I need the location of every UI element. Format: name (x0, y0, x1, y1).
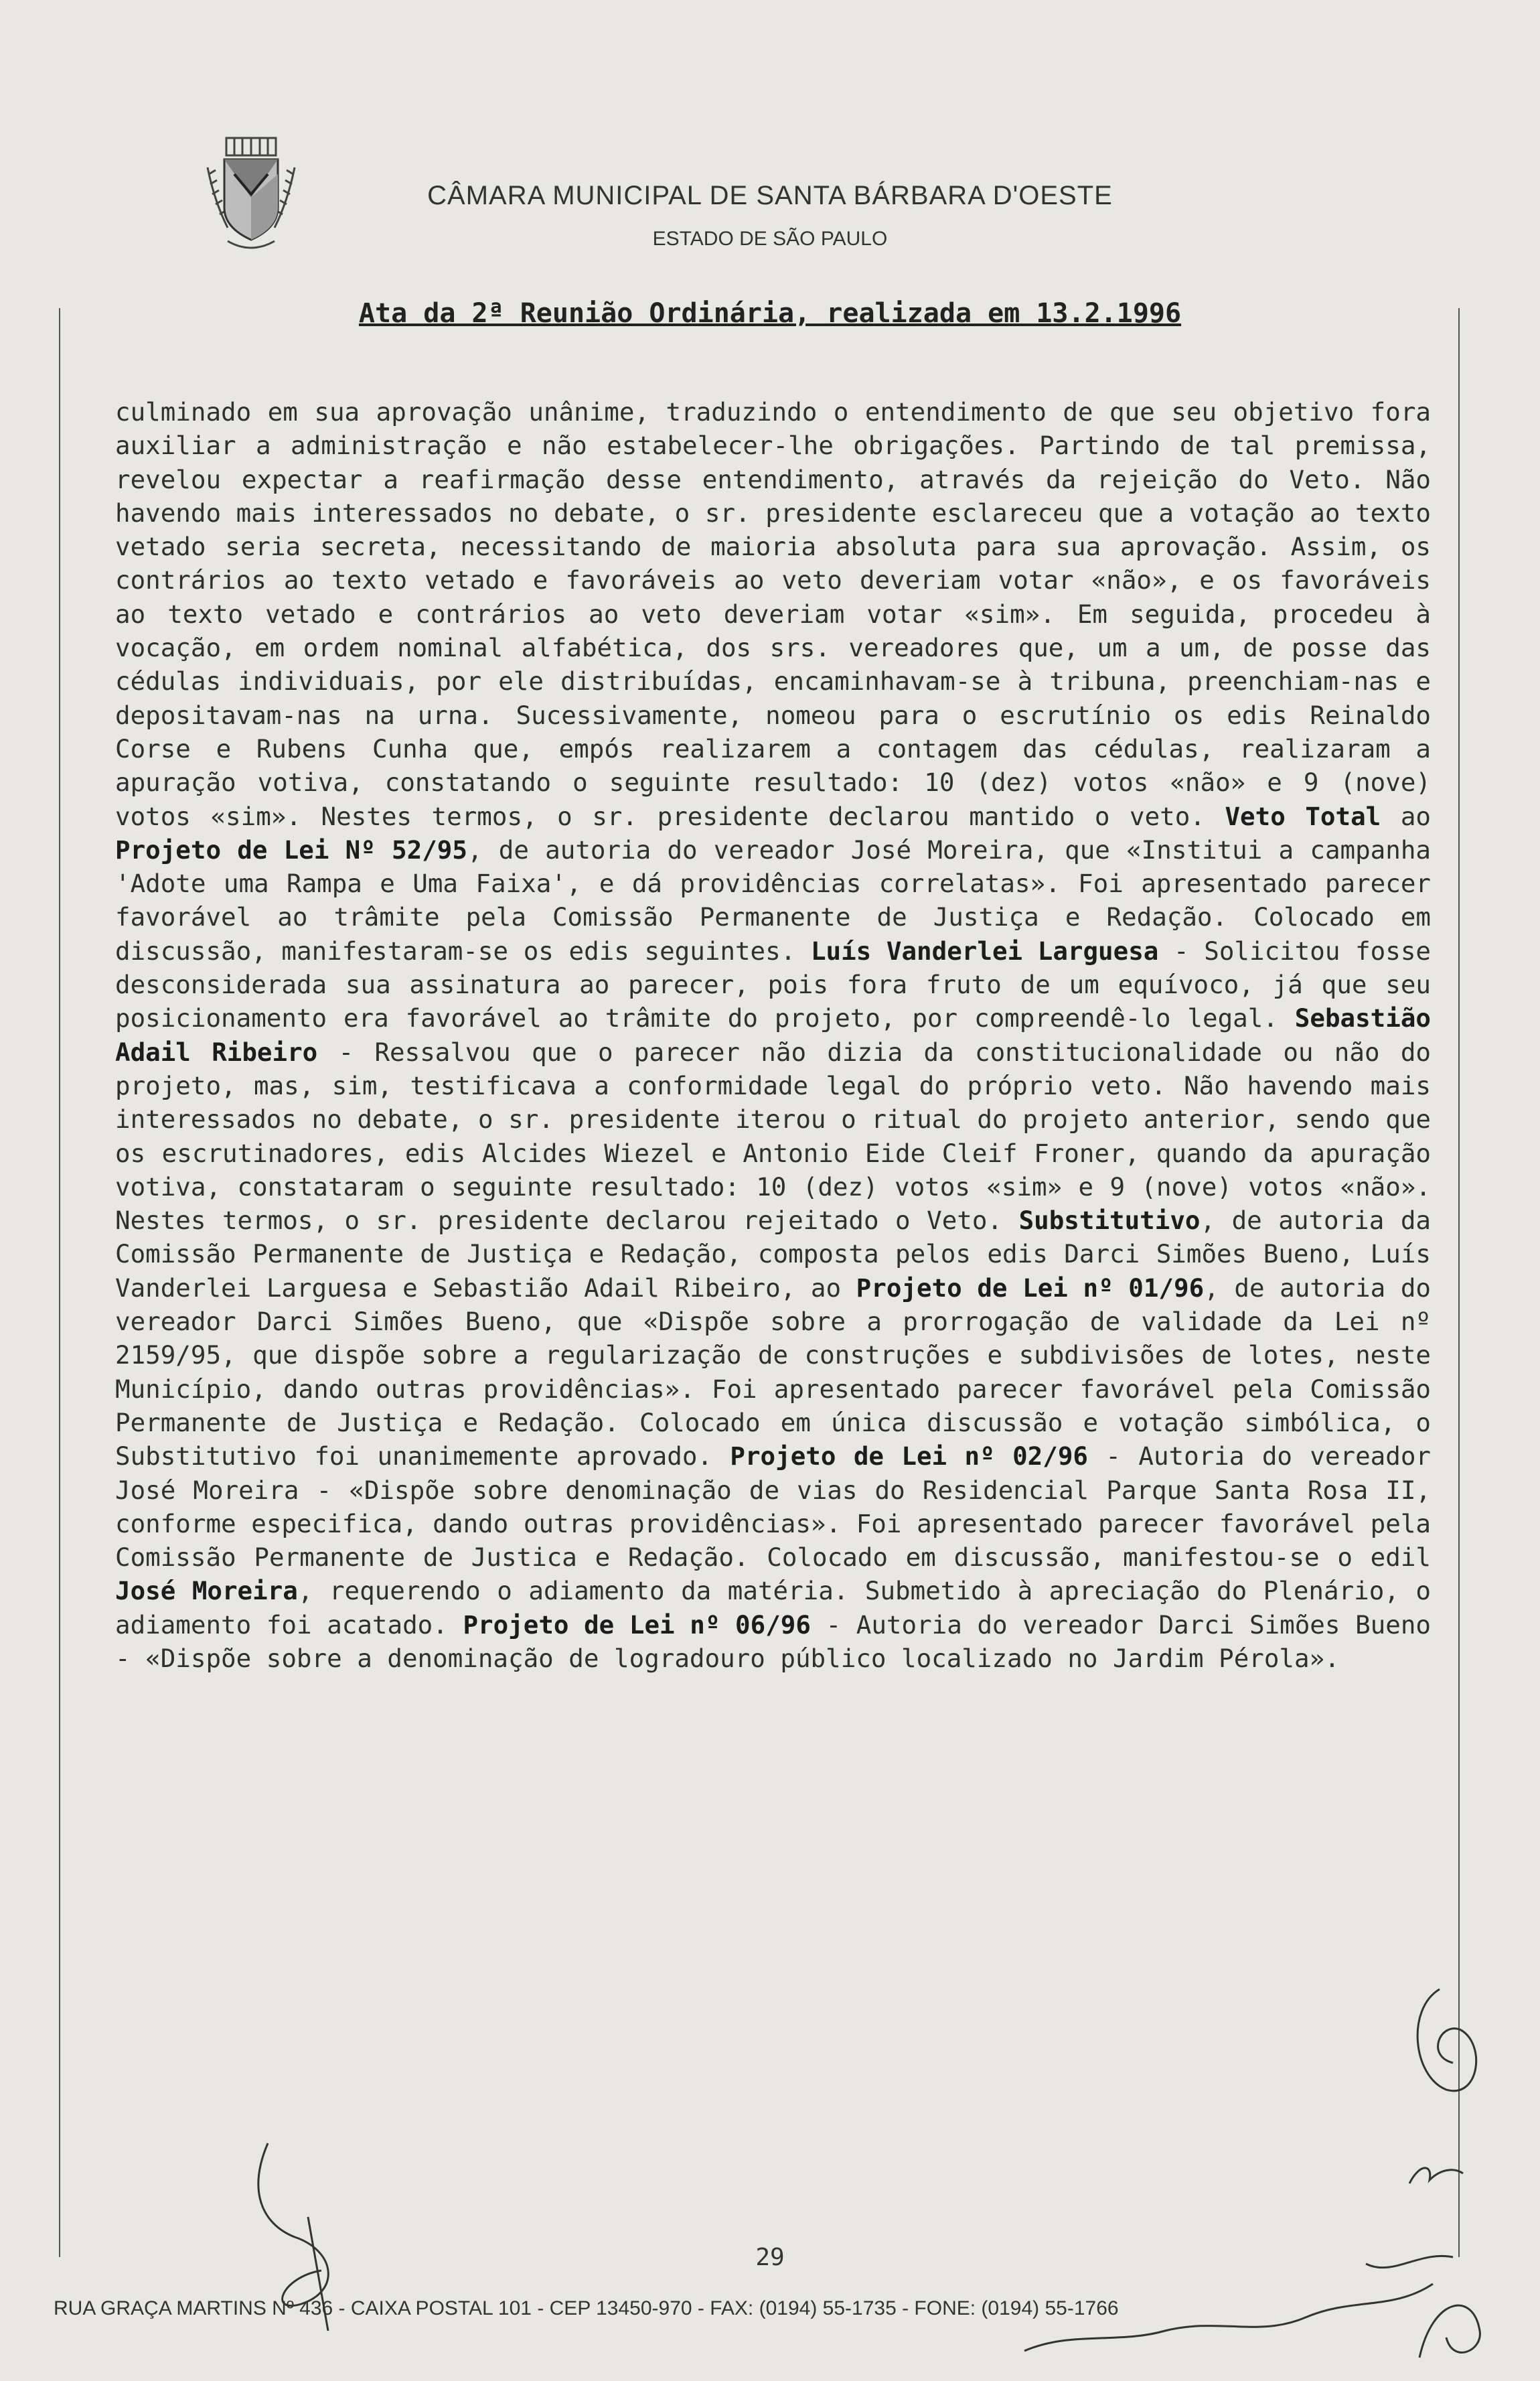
body-segment: culminado em sua aprovação unânime, traduzindo o entendimento de que seu objetivo fora auxiliar a administração e não estabelecer-lhe obrigações. Partindo de tal premissa, revelou expectar a reafirmação desse entendimento, através da rejeição do Veto. Não havendo mais interessados no debate, o sr. presidente esclareceu que a votação ao texto vetado seria secreta, necessitando de maioria absoluta para sua aprovação. Assim, os contrários ao texto vetado e favoráveis ao veto deveriam votar «não», e os favoráveis ao texto vetado e contrários ao veto deveriam votar «sim». Em seguida, procedeu à vocação, em ordem nominal alfabética, dos srs. vereadores que, um a um, de posse das cédulas individuais, por ele distribuídas, encaminhavam-se à tribuna, preenchiam-nas e depositavam-nas na urna. Sucessivamente, nomeou para o escrutínio os edis Reinaldo Corse e Rubens Cunha que, empós realizarem a contagem das cédulas, realizaram a apuração votiva, constatando o seguinte resultado: 10 (dez) votos «não» e 9 (nove) votos «sim». Nestes termos, o sr. presidente declarou mantido o veto. (115, 397, 1431, 831)
initials-icon (1406, 2157, 1466, 2197)
footer-address: RUA GRAÇA MARTINS Nº 436 - CAIXA POSTAL 101 - CEP 13450-970 - FAX: (0194) 55-1735 - FONE: (0194) 55-1766 (54, 2297, 1119, 2319)
body-segment-bold: Veto Total (1225, 801, 1381, 831)
institution-name: CÂMARA MUNICIPAL DE SANTA BÁRBARA D'OESTE (427, 181, 1113, 210)
right-margin-rule (1458, 308, 1460, 2257)
body-segment: , de autoria do vereador Darci Simões Bueno, que «Dispõe sobre a prorrogação de validade da Lei nº 2159/95, que dispõe sobre a regularização de construções e subdivisões de lotes, neste Município, dando outras providências». Foi apresentado parecer favorável pela Comissão Permanente de Justiça e Redação. Colocado em única discussão e votação simbólica, o Substitutivo foi unanimemente aprovado. (115, 1273, 1431, 1471)
body-segment: - Ressalvou que o parecer não dizia da constitucionalidade ou não do projeto, mas, sim, testificava a conformidade legal do próprio veto. Não havendo mais interessados no debate, o sr. presidente iterou o ritual do projeto anterior, sendo que os escrutinadores, edis Alcides Wiezel e Antonio Eide Cleif Froner, quando da apuração votiva, constataram o seguinte resultado: 10 (dez) votos «sim» e 9 (nove) votos «não». Nestes termos, o sr. presidente declarou rejeitado o Veto. (115, 1037, 1431, 1236)
body-segment-bold: José Moreira (115, 1576, 298, 1606)
signature-footer-icon (1018, 2237, 1486, 2371)
body-segment-bold: Projeto de Lei nº 02/96 (730, 1441, 1088, 1471)
body-segment: - Autoria do vereador José Moreira - «Dispõe sobre denominação de vias do Residencial Parque Santa Rosa II, conforme especifica, dando outras providências». Foi apresentado parecer favorável pela Comissão Permanente de Justica e Redação. Colocado em discussão, manifestou-se o edil (115, 1441, 1431, 1573)
body-segment-bold: Projeto de Lei nº 01/96 (856, 1273, 1205, 1303)
body-segment: - Autoria do vereador Darci Simões Bueno - «Dispõe sobre a denominação de logradouro público localizado no Jardim Pérola». (115, 1609, 1431, 1673)
minutes-body (115, 395, 1431, 1675)
body-segment-bold: Projeto de Lei Nº 52/95 (115, 835, 467, 865)
body-segment: , de autoria da Comissão Permanente de Justiça e Redação, composta pelos edis Darci Simões Bueno, Luís Vanderlei Larguesa e Sebastião Adail Ribeiro, ao (115, 1206, 1431, 1303)
body-segment-bold: Luís Vanderlei Larguesa (810, 936, 1159, 966)
body-segment: ao (1381, 801, 1431, 831)
body-segment-bold: Sebastião Adail Ribeiro (115, 1003, 1431, 1067)
signature-left-icon (241, 2137, 362, 2337)
state-name: ESTADO DE SÃO PAULO (652, 228, 888, 250)
left-margin-rule (59, 308, 60, 2257)
page-number: 29 (755, 2244, 785, 2271)
body-segment: , de autoria do vereador José Moreira, que «Institui a campanha 'Adote uma Rampa e Uma Faixa', e dá providências correlatas». Foi apresentado parecer favorável ao trâmite pela Comissão Permanente de Justiça e Redação. Colocado em discussão, manifestaram-se os edis seguintes. (115, 835, 1431, 966)
body-segment: , requerendo o adiamento da matéria. Submetido à apreciação do Plenário, o adiamento foi acatado. (115, 1576, 1431, 1640)
signature-right-icon (1399, 1982, 1493, 2116)
body-segment-bold: Projeto de Lei nº 06/96 (463, 1609, 811, 1640)
body-segment: - Solicitou fosse desconsiderada sua assinatura ao parecer, pois fora fruto de um equívoco, já que seu posicionamento era favorável ao trâmite do projeto, por compreendê-lo legal. (115, 936, 1431, 1033)
body-segment-bold: Substitutivo (1018, 1206, 1201, 1236)
document-title: Ata da 2ª Reunião Ordinária, realizada em 13.2.1996 (358, 298, 1182, 329)
